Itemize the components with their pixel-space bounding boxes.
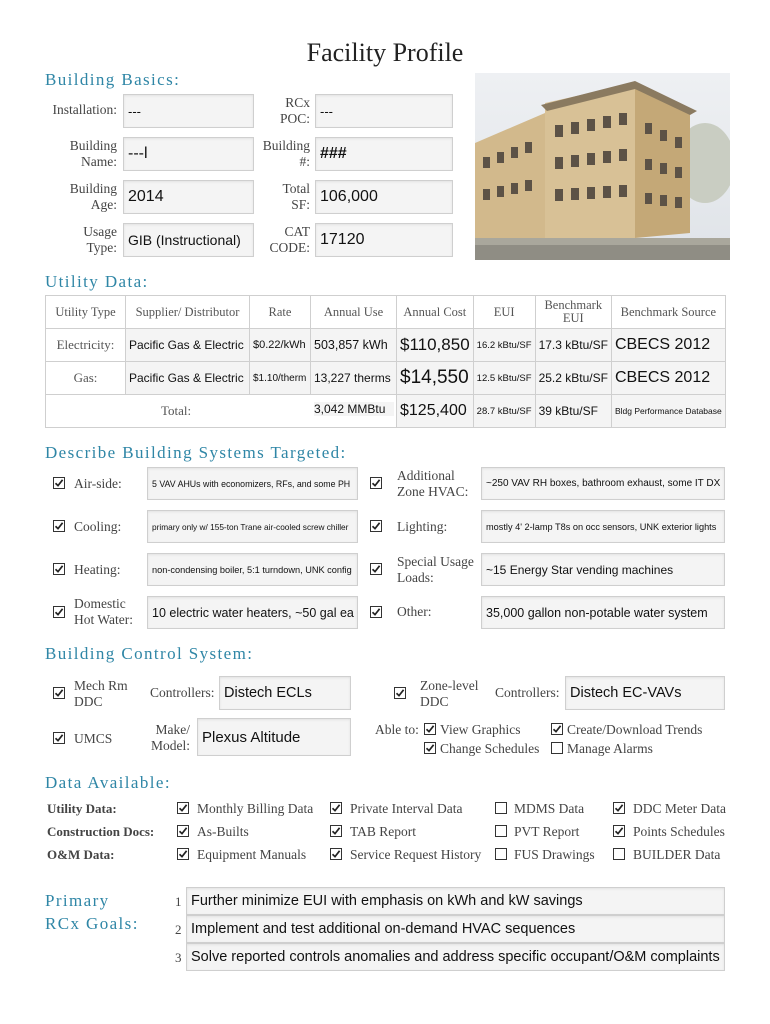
gas-rate[interactable]: $1.10/therm [250,362,311,395]
usage-type-label: Usage Type: [83,224,117,255]
umcs-checkbox[interactable] [53,732,65,744]
installation-label: Installation: [52,102,117,117]
zone-controllers-field[interactable]: Distech EC-VAVs [565,676,725,710]
control-system-heading: Building Control System: [45,644,254,663]
change-schedules-checkbox[interactable] [424,742,436,754]
electricity-eui[interactable]: 16.2 kBtu/SF [473,329,535,362]
service-history-checkbox[interactable] [330,848,342,860]
electricity-annual-cost[interactable]: $110,850 [397,329,474,362]
private-interval-label: Private Interval Data [350,801,463,816]
check-icon [178,803,188,813]
private-interval-checkbox[interactable] [330,802,342,814]
pvt-report-label: PVT Report [514,824,580,839]
header-annual-use: Annual Use [311,296,397,329]
utility-data-label: Utility Data: [47,801,117,816]
manage-alarms-checkbox[interactable] [551,742,563,754]
lighting-label: Lighting: [397,519,448,534]
cooling-label: Cooling: [74,519,122,534]
monthly-billing-label: Monthly Billing Data [197,801,314,816]
mdms-label: MDMS Data [514,801,585,816]
goal-number-3: 3 [175,950,182,965]
building-number-field[interactable]: ### [315,137,453,171]
building-photo [475,73,730,260]
cat-code-field[interactable]: 17120 [315,223,453,257]
zone-controllers-label: Controllers: [495,685,560,700]
points-schedules-checkbox[interactable] [613,825,625,837]
electricity-annual-use[interactable]: 503,857 kWh [311,329,397,362]
cooling-field[interactable]: primary only w/ 155-ton Trane air-cooled screw chiller [147,510,358,543]
monthly-billing-checkbox[interactable] [177,802,189,814]
other-checkbox[interactable] [370,606,382,618]
gas-eui[interactable]: 12.5 kBtu/SF [473,362,535,395]
check-icon [54,478,64,488]
total-benchmark-eui[interactable]: 39 kBtu/SF [535,395,611,428]
check-icon [371,607,381,617]
check-icon [614,803,624,813]
check-icon [331,849,341,859]
make-model-label: Make/ Model: [151,722,190,753]
electricity-rate[interactable]: $0.22/kWh [250,329,311,362]
construction-docs-label: Construction Docs: [47,824,155,839]
heating-checkbox[interactable] [53,563,65,575]
check-icon [552,724,562,734]
heating-field[interactable]: non-condensing boiler, 5:1 turndown, UNK config [147,553,358,586]
ddc-meter-label: DDC Meter Data [633,801,726,816]
zone-level-ddc-label: Zone-level DDC [420,678,479,709]
building-age-label: Building Age: [69,181,117,212]
mech-rm-ddc-checkbox[interactable] [53,687,65,699]
other-field[interactable]: 35,000 gallon non-potable water system [481,596,725,629]
umcs-label: UMCS [74,731,113,746]
domestic-hot-water-label: Domestic Hot Water: [74,596,134,627]
electricity-benchmark-eui[interactable]: 17.3 kBtu/SF [535,329,611,362]
special-loads-checkbox[interactable] [370,563,382,575]
header-benchmark-source: Benchmark Source [611,296,725,329]
cat-code-label: CAT CODE: [269,224,310,255]
lighting-field[interactable]: mostly 4' 2-lamp T8s on occ sensors, UNK exterior lights [481,510,725,543]
goal-number-1: 1 [175,894,182,909]
check-icon [371,564,381,574]
table-row-gas [46,362,726,395]
gas-benchmark-eui[interactable]: 25.2 kBtu/SF [535,362,611,395]
mech-controllers-label: Controllers: [150,685,215,700]
zone-hvac-label: Additional Zone HVAC: [397,468,469,499]
check-icon [178,849,188,859]
tab-report-label: TAB Report [350,824,417,839]
header-rate: Rate [250,296,311,329]
rcx-poc-field[interactable]: --- [315,94,453,128]
installation-field[interactable]: --- [123,94,254,128]
check-icon [425,724,435,734]
mech-controllers-field[interactable]: Distech ECLs [219,676,351,710]
change-schedules-label: Change Schedules [440,741,540,756]
other-label: Other: [397,604,432,619]
create-trends-label: Create/Download Trends [567,722,703,737]
check-icon [371,521,381,531]
building-illustration [475,73,730,260]
check-icon [54,564,64,574]
check-icon [395,688,405,698]
building-age-field[interactable]: 2014 [123,180,254,214]
points-schedules-label: Points Schedules [633,824,725,839]
building-basics-heading: Building Basics: [45,70,181,89]
check-icon [614,826,624,836]
special-loads-label: Special Usage Loads: [397,554,474,585]
total-sf-field[interactable]: 106,000 [315,180,453,214]
service-history-label: Service Request History [350,847,482,862]
om-data-label: O&M Data: [47,847,115,862]
zone-level-ddc-checkbox[interactable] [394,687,406,699]
total-sf-label: Total SF: [282,181,310,212]
electricity-benchmark-source[interactable]: CBECS 2012 [611,329,725,362]
header-utility-type: Utility Type [46,296,126,329]
total-annual-cost[interactable]: $125,400 [397,395,474,428]
header-annual-cost: Annual Cost [397,296,474,329]
total-annual-use[interactable]: 3,042 MMBtu [314,402,394,416]
builder-label: BUILDER Data [633,847,721,862]
header-supplier: Supplier/ Distributor [126,296,250,329]
check-icon [54,733,64,743]
equipment-manuals-checkbox[interactable] [177,848,189,860]
zone-hvac-field[interactable]: ~250 VAV RH boxes, bathroom exhaust, some IT DX [481,467,725,500]
check-icon [54,521,64,531]
check-icon [331,803,341,813]
row-label-total: Total: [46,395,397,428]
zone-hvac-checkbox[interactable] [370,477,382,489]
view-graphics-label: View Graphics [440,722,521,737]
row-label-electricity: Electricity: [46,329,126,362]
electricity-supplier[interactable]: Pacific Gas & Electric [126,329,250,362]
total-eui[interactable]: 28.7 kBtu/SF [473,395,535,428]
view-graphics-checkbox[interactable] [424,723,436,735]
utility-header-row [46,296,726,329]
rcx-goals-heading: Primary RCx Goals: [45,891,139,933]
check-icon [425,743,435,753]
check-icon [54,688,64,698]
domestic-hot-water-checkbox[interactable] [53,606,65,618]
gas-supplier[interactable]: Pacific Gas & Electric [126,362,250,395]
building-name-field[interactable]: ---l [123,137,254,171]
header-benchmark-eui: Benchmark EUI [535,296,611,329]
gas-annual-cost[interactable]: $14,550 [397,362,474,395]
check-icon [178,826,188,836]
goal-1-field[interactable]: Further minimize EUI with emphasis on kWh and kW savings [186,887,725,915]
utility-data-heading: Utility Data: [45,272,149,291]
ddc-meter-checkbox[interactable] [613,802,625,814]
lighting-checkbox[interactable] [370,520,382,532]
fus-drawings-checkbox[interactable] [495,848,507,860]
table-row-electricity [46,329,726,362]
air-side-checkbox[interactable] [53,477,65,489]
cooling-checkbox[interactable] [53,520,65,532]
create-trends-checkbox[interactable] [551,723,563,735]
able-to-label: Able to: [375,722,419,737]
building-name-label: Building Name: [69,138,117,169]
fus-drawings-label: FUS Drawings [514,847,595,862]
pvt-report-checkbox[interactable] [495,825,507,837]
header-eui: EUI [473,296,535,329]
check-icon [331,826,341,836]
goal-number-2: 2 [175,922,182,937]
make-model-field[interactable]: Plexus Altitude [197,718,351,756]
tab-report-checkbox[interactable] [330,825,342,837]
as-builts-label: As-Builts [197,824,249,839]
page-title: Facility Profile [306,38,464,67]
gas-benchmark-source[interactable]: CBECS 2012 [611,362,725,395]
mdms-checkbox[interactable] [495,802,507,814]
building-number-label: Building #: [262,138,310,169]
systems-heading: Describe Building Systems Targeted: [45,443,347,462]
usage-type-field[interactable]: GIB (Instructional) [123,223,254,257]
goal-2-field[interactable]: Implement and test additional on-demand HVAC sequences [186,915,725,943]
as-builts-checkbox[interactable] [177,825,189,837]
builder-checkbox[interactable] [613,848,625,860]
check-icon [54,607,64,617]
data-available-heading: Data Available: [45,773,171,792]
gas-annual-use[interactable]: 13,227 therms [311,362,397,395]
mech-rm-ddc-label: Mech Rm DDC [74,678,128,709]
equipment-manuals-label: Equipment Manuals [197,847,307,862]
check-icon [371,478,381,488]
row-label-gas: Gas: [46,362,126,395]
special-loads-field[interactable]: ~15 Energy Star vending machines [481,553,725,586]
domestic-hot-water-field[interactable]: 10 electric water heaters, ~50 gal ea [147,596,358,629]
manage-alarms-label: Manage Alarms [567,741,653,756]
air-side-field[interactable]: 5 VAV AHUs with economizers, RFs, and some PH [147,467,358,500]
rcx-poc-label: RCx POC: [279,95,310,126]
air-side-label: Air-side: [74,476,122,491]
heating-label: Heating: [74,562,121,577]
goal-3-field[interactable]: Solve reported controls anomalies and address specific occupant/O&M complaints [186,943,725,971]
total-benchmark-source[interactable]: Bldg Performance Database [611,395,725,428]
